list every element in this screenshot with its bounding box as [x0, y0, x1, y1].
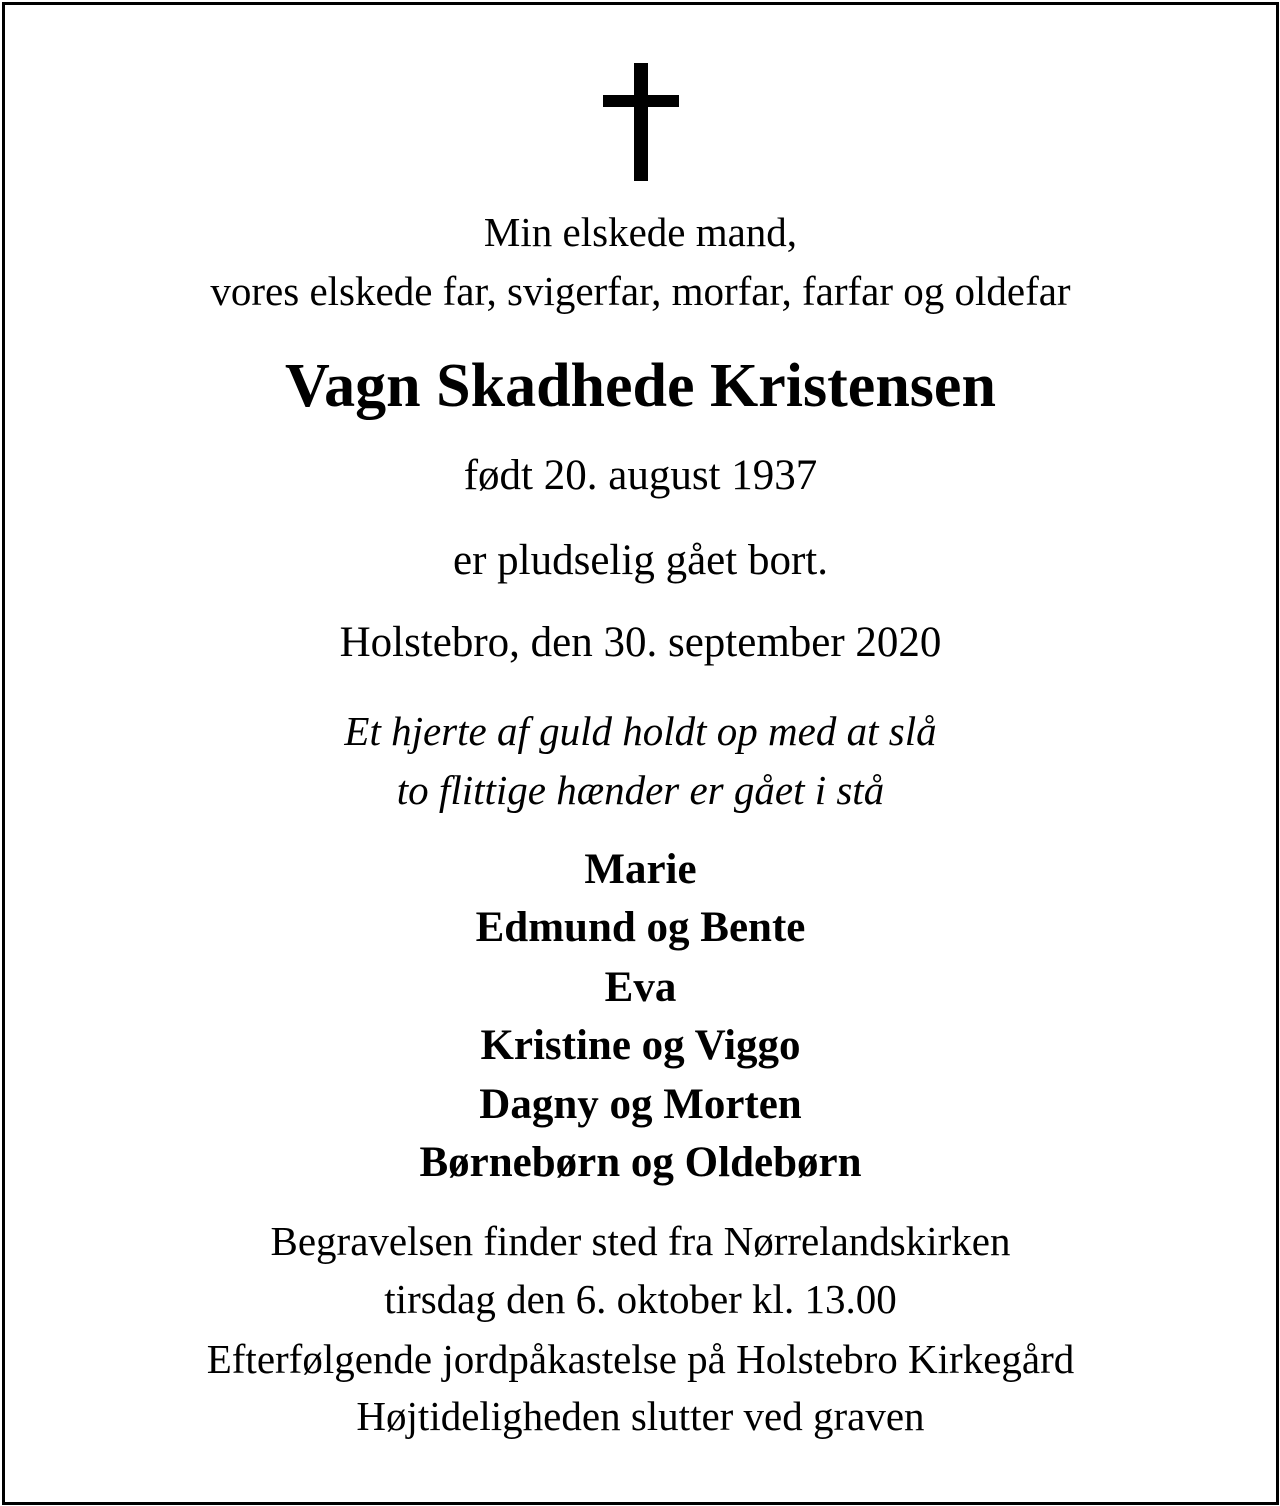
family-name-4: Kristine og Viggo — [480, 1022, 801, 1069]
family-name-6: Børnebørn og Oldebørn — [419, 1139, 862, 1186]
deceased-name: Vagn Skadhede Kristensen — [285, 352, 996, 420]
family-name-2: Edmund og Bente — [475, 904, 806, 951]
intro-line-1: Min elskede mand, — [483, 209, 798, 255]
funeral-info-1: Begravelsen finder sted fra Nørrelandskirken — [270, 1218, 1011, 1264]
intro-line-2: vores elskede far, svigerfar, morfar, farfar og oldefar — [210, 268, 1071, 314]
funeral-info-2: tirsdag den 6. oktober kl. 13.00 — [384, 1276, 897, 1322]
death-statement: er pludselig gået bort. — [453, 537, 828, 584]
family-name-5: Dagny og Morten — [479, 1081, 802, 1128]
obituary-notice — [2, 2, 1279, 1505]
funeral-info-4: Højtideligheden slutter ved graven — [356, 1393, 925, 1439]
birth-date: født 20. august 1937 — [463, 452, 818, 499]
verse-line-2: to flittige hænder er gået i stå — [396, 767, 885, 813]
funeral-info-3: Efterfølgende jordpåkastelse på Holstebro Kirkegård — [206, 1336, 1075, 1382]
family-name-1: Marie — [584, 846, 697, 893]
place-and-date: Holstebro, den 30. september 2020 — [339, 619, 942, 666]
cross-icon-graphic — [603, 63, 679, 181]
cross-icon — [5, 63, 1276, 181]
verse-line-1: Et hjerte af guld holdt op med at slå — [344, 708, 937, 754]
family-name-3: Eva — [604, 964, 677, 1011]
